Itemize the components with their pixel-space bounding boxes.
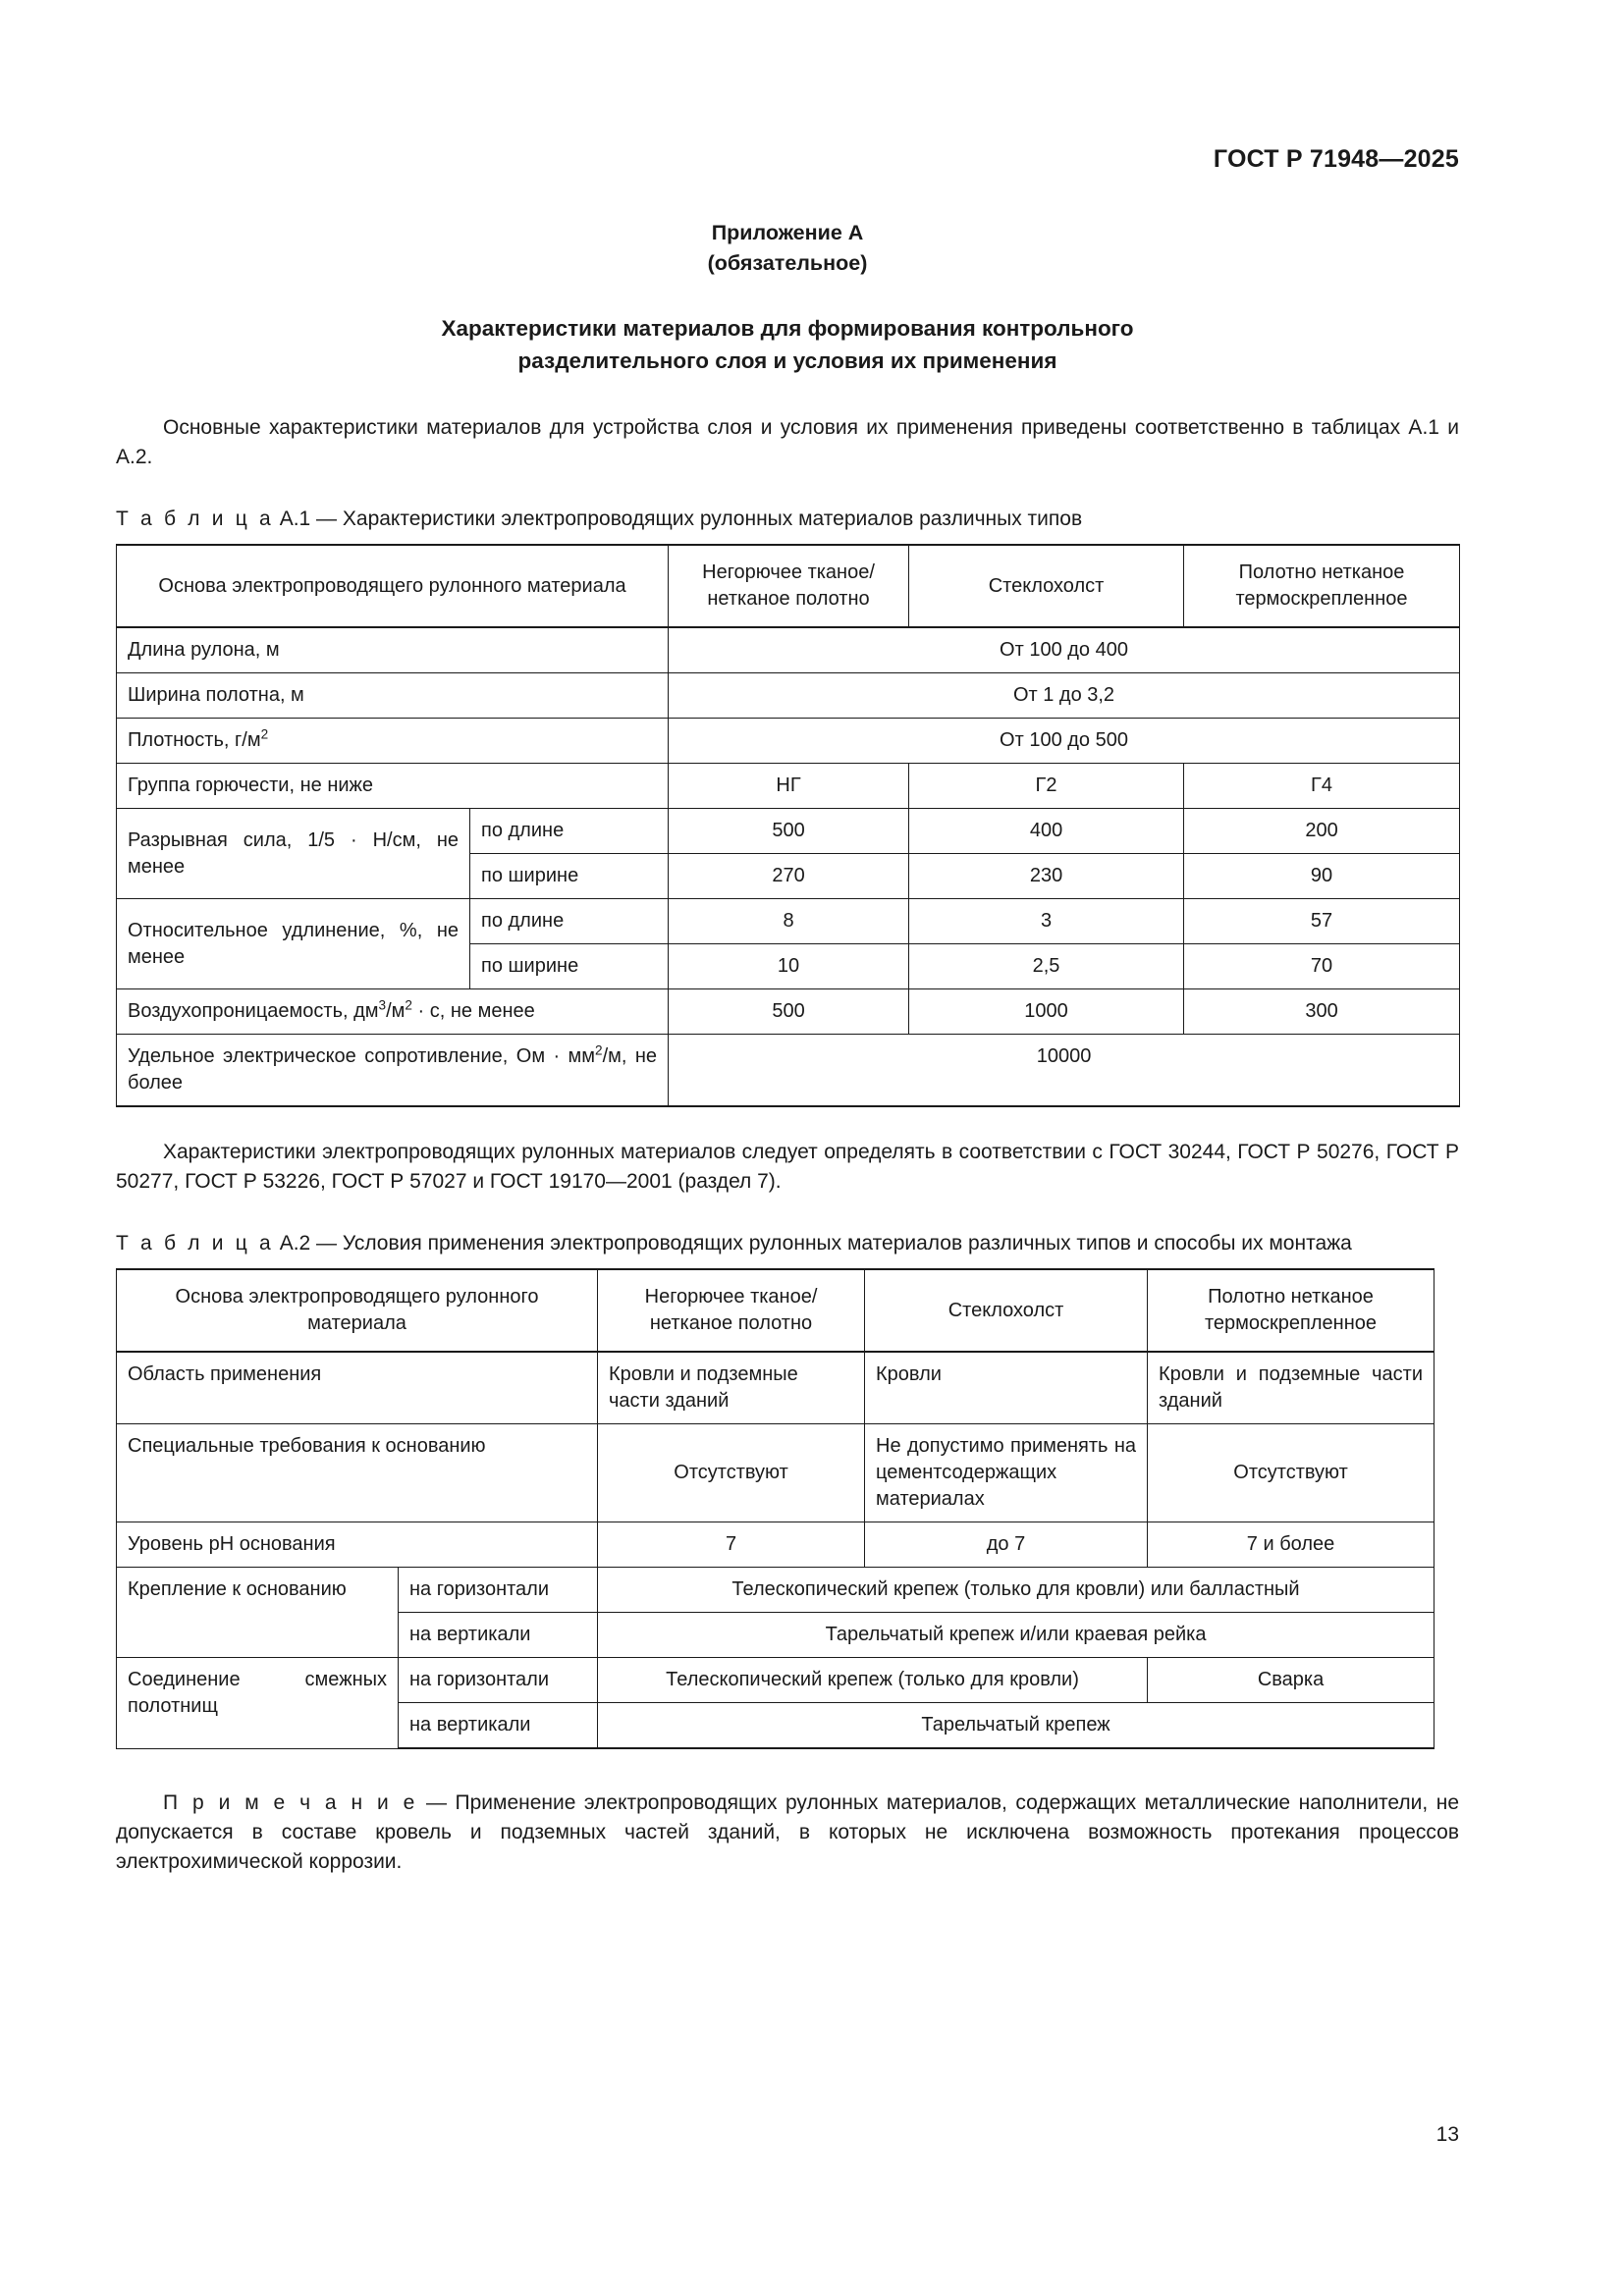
table-a2-caption-body: А.2 — Условия применения электропроводящих рулонных материалов различных типов и способы их монтажа: [279, 1232, 1352, 1255]
table-a2-row-joining-sub1-value: Телескопический крепеж (только для кровли): [598, 1658, 1148, 1703]
annex-title-line-1: Характеристики материалов для формирования контрольного: [441, 316, 1134, 341]
table-a2-row-special-v1: Отсутствуют: [598, 1424, 865, 1522]
table-a1-header-cell-3: Полотно нетканое термоскрепленное: [1184, 545, 1460, 627]
table-a1: [116, 544, 1460, 1107]
table-row: [117, 673, 1460, 719]
table-a1-row-tensile-sub-2: по ширине: [470, 854, 669, 899]
table-row: [117, 1424, 1435, 1522]
table-a2-row-special-v3: Отсутствуют: [1148, 1424, 1435, 1522]
table-a1-row-elongation-sub1-v2: 3: [909, 899, 1184, 944]
table-a2-header-cell-2: Стеклохолст: [865, 1269, 1148, 1352]
table-a1-row-elongation-sub2-v3: 70: [1184, 944, 1460, 989]
table-a1-row-air-v3: 300: [1184, 989, 1460, 1035]
table-a2-row-ph-v3: 7 и более: [1148, 1522, 1435, 1568]
table-a1-row-density-value: От 100 до 500: [669, 719, 1460, 764]
table-a2-row-area-v1: Кровли и подземные части зданий: [598, 1352, 865, 1424]
air-label-part-c: · с, не менее: [411, 1000, 535, 1022]
table-a2-header-row: [117, 1269, 1435, 1352]
table-a2-row-ph-v1: 7: [598, 1522, 865, 1568]
table-a2-caption-prefix: Т а б л и ц а: [116, 1232, 274, 1255]
running-header-standard-number: ГОСТ Р 71948—2025: [1213, 145, 1459, 173]
table-a2-row-joining-sub-1: на горизонтали: [399, 1658, 598, 1703]
table-a2-header-cell-0: Основа электропроводящего рулонного материала: [117, 1269, 598, 1352]
table-row: [117, 719, 1460, 764]
table-a1-row-tensile-sub1-v3: 200: [1184, 809, 1460, 854]
annex-label: Приложение А: [711, 221, 864, 244]
table-a1-caption-prefix: Т а б л и ц а: [116, 507, 274, 530]
table-a1-row-density-label: [117, 719, 669, 764]
table-a1-header-cell-2: Стеклохолст: [909, 545, 1184, 627]
annex-subtitle: (обязательное): [707, 251, 868, 275]
table-a1-row-elongation-sub2-v1: 10: [669, 944, 909, 989]
table-a1-row-air-v2: 1000: [909, 989, 1184, 1035]
table-a2-row-area-label: Область применения: [117, 1352, 598, 1424]
table-a1-row-tensile-label: Разрывная сила, 1/5 · Н/см, не менее: [117, 809, 470, 899]
table-a2-header-cell-3: Полотно нетканое термоскрепленное: [1148, 1269, 1435, 1352]
table-row: [117, 899, 1460, 944]
table-a1-row-flammability-label: Группа горючести, не ниже: [117, 764, 669, 809]
table-a2-row-ph-label: Уровень pH основания: [117, 1522, 598, 1568]
table-a2-row-area-v3: Кровли и подземные части зданий: [1148, 1352, 1435, 1424]
page-content: [116, 218, 1459, 1877]
air-label-part-a: Воздухопроницаемость, дм: [128, 1000, 379, 1022]
table-a2-row-joining-label: Соединение смежных полотнищ: [117, 1658, 399, 1749]
table-a2: [116, 1268, 1435, 1749]
page-number: 13: [1435, 2123, 1459, 2146]
table-a1-row-tensile-sub2-v3: 90: [1184, 854, 1460, 899]
table-a1-row-elongation-sub1-v3: 57: [1184, 899, 1460, 944]
table-a1-row-tensile-sub2-v2: 230: [909, 854, 1184, 899]
table-a1-header-row: [117, 545, 1460, 627]
table-a1-row-tensile-sub1-v2: 400: [909, 809, 1184, 854]
table-row: [117, 1035, 1460, 1107]
table-row: [117, 989, 1460, 1035]
table-a1-row-length-label: Длина рулона, м: [117, 627, 669, 673]
table-a2-caption: [116, 1229, 1459, 1258]
table-row: [117, 809, 1460, 854]
table-a2-row-fixing-sub1-value: Телескопический крепеж (только для кровли) или балластный: [598, 1568, 1435, 1613]
table-a1-row-elongation-sub2-v2: 2,5: [909, 944, 1184, 989]
table-a1-row-density-label-text: Плотность, г/м: [128, 729, 261, 751]
table-a1-caption: [116, 505, 1459, 534]
table-a1-row-elongation-sub1-v1: 8: [669, 899, 909, 944]
table-a2-header-cell-1: Негорючее тканое/ нетканое полотно: [598, 1269, 865, 1352]
table-row: [117, 764, 1460, 809]
note-lead-label: П р и м е ч а н и е: [163, 1791, 418, 1814]
table-a2-row-fixing-sub-2: на вертикали: [399, 1613, 598, 1658]
table-a1-row-tensile-sub1-v1: 500: [669, 809, 909, 854]
table-a1-row-tensile-sub-1: по длине: [470, 809, 669, 854]
table-row: [117, 1522, 1435, 1568]
table-a2-row-fixing-sub2-value: Тарельчатый крепеж и/или краевая рейка: [598, 1613, 1435, 1658]
annex-title-line-2: разделительного слоя и условия их применения: [517, 348, 1057, 373]
table-a1-row-width-value: От 1 до 3,2: [669, 673, 1460, 719]
table-a2-row-joining-sub-2: на вертикали: [399, 1703, 598, 1749]
resistivity-label-part-a: Удельное электрическое сопротивление, Ом · мм: [128, 1045, 596, 1067]
air-label-exponent-1: 3: [378, 997, 387, 1013]
table-row: [117, 627, 1460, 673]
table-a1-row-flammability-v1: НГ: [669, 764, 909, 809]
table-a2-row-fixing-label: Крепление к основанию: [117, 1568, 399, 1658]
table-a2-row-ph-v2: до 7: [865, 1522, 1148, 1568]
table-a2-row-joining-sub1-value-right: Сварка: [1148, 1658, 1435, 1703]
table-a2-row-joining-sub2-value: Тарельчатый крепеж: [598, 1703, 1435, 1749]
table-a1-row-elongation-sub-1: по длине: [470, 899, 669, 944]
table-a1-row-resistivity-value: 10000: [669, 1035, 1460, 1107]
resistivity-label-exponent: 2: [595, 1042, 603, 1058]
table-a1-row-width-label: Ширина полотна, м: [117, 673, 669, 719]
table-a1-header-cell-1: Негорючее тканое/ нетканое полотно: [669, 545, 909, 627]
table-row: [117, 1352, 1435, 1424]
note-block: [116, 1789, 1459, 1877]
table-a2-row-special-label: Специальные требования к основанию: [117, 1424, 598, 1522]
resistivity-label-part-b: /м, не более: [128, 1045, 658, 1094]
table-row: [117, 1568, 1435, 1613]
table-a2-row-area-v2: Кровли: [865, 1352, 1148, 1424]
note-text: — Применение электропроводящих рулонных материалов, содержащих металлические наполнители, не допускается в составе кровель и подземных частей зданий, в которых не исключена возможность протекания процессов электрохимической коррозии.: [116, 1791, 1460, 1873]
table-a1-row-resistivity-label: [117, 1035, 669, 1107]
table-a1-row-tensile-sub2-v1: 270: [669, 854, 909, 899]
table-a1-caption-body: А.1 — Характеристики электропроводящих рулонных материалов различных типов: [279, 507, 1083, 530]
air-label-part-b: /м: [386, 1000, 406, 1022]
table-a2-row-fixing-sub-1: на горизонтали: [399, 1568, 598, 1613]
intro-paragraph: Основные характеристики материалов для устройства слоя и условия их применения приведены соответственно в таблицах А.1 и А.2.: [116, 416, 1459, 468]
after-table-a1-paragraph: Характеристики электропроводящих рулонных материалов следует определять в соответствии с ГОСТ 30244, ГОСТ Р 50276, ГОСТ Р 50277, ГОСТ Р 53226, ГОСТ Р 57027 и ГОСТ 19170—2001 (раздел 7).: [116, 1141, 1459, 1193]
table-a1-row-flammability-v2: Г2: [909, 764, 1184, 809]
table-a1-header-cell-0: Основа электропроводящего рулонного материала: [117, 545, 669, 627]
table-a1-row-air-v1: 500: [669, 989, 909, 1035]
air-label-exponent-2: 2: [405, 997, 412, 1013]
table-a1-row-elongation-label: Относительное удлинение, %, не менее: [117, 899, 470, 989]
table-a1-row-elongation-sub-2: по ширине: [470, 944, 669, 989]
table-row: [117, 1658, 1435, 1703]
table-a1-row-density-label-exponent: 2: [260, 726, 269, 742]
table-a1-row-flammability-v3: Г4: [1184, 764, 1460, 809]
table-a1-row-air-permeability-label: [117, 989, 669, 1035]
table-a1-row-length-value: От 100 до 400: [669, 627, 1460, 673]
annex-title: [116, 312, 1459, 377]
table-a2-row-special-v2: Не допустимо применять на цементсодержащих материалах: [865, 1424, 1148, 1522]
